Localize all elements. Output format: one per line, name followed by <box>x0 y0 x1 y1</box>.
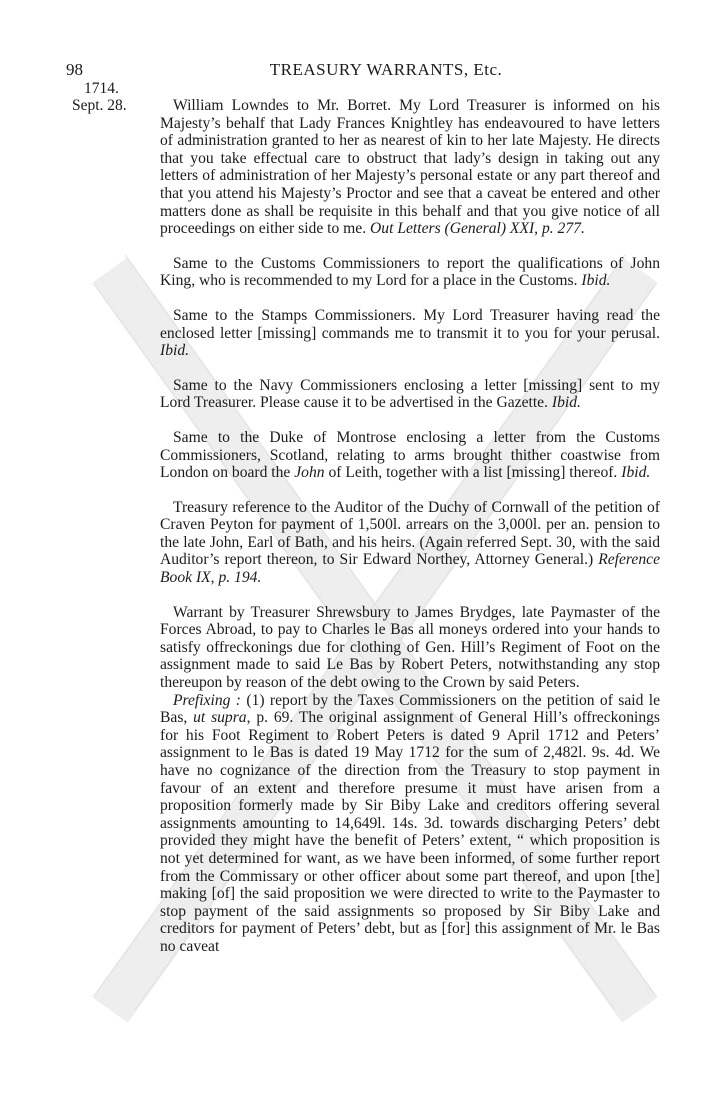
entry-prefixing-report <box>160 692 660 956</box>
margin-year: 1714. <box>84 80 119 97</box>
spacer <box>160 238 660 255</box>
entry-text: Treasury reference to the Auditor of the Duchy of Cornwall of the petition of Craven Peyton for payment of 1,500l. arrears on the 3,000l. per an. pension to the late John, Earl of Bath, and his heirs. (Again referred Sept. 30, with the said Auditor’s report thereon, to Sir Edward Northey, Attorney General.) <box>160 498 660 569</box>
spacer <box>160 412 660 429</box>
entry-text: Warrant by Treasurer Shrewsbury to James Brydges, late Paymaster of the Forces Abroad, to pay to Charles le Bas all moneys ordered into your hands to satisfy offreckonings due for clothing of Gen. Hill’s Regiment of Foot on the assignment made to said Le Bas by Robert Peters, notwithstanding any stop thereupon by reason of the debt owing to the Crown by said Peters. <box>160 603 660 692</box>
entry-navy-commissioners <box>160 377 660 412</box>
entry-customs-commissioners <box>160 255 660 290</box>
entry-text: Same to the Navy Commissioners enclosing a letter [missing] sent to my Lord Treasurer. Please cause it to be advertised in the Gazette. <box>160 376 660 412</box>
entry-text: Same to the Customs Commissioners to report the qualifications of John King, who is recommended to my Lord for a place in the Customs. <box>160 254 660 290</box>
entry-reference: Reference Book IX, p. 194. <box>160 551 660 587</box>
entry-stamps-commissioners <box>160 307 660 360</box>
ship-name: John <box>294 464 325 482</box>
entry-reference: Ibid. <box>621 464 651 482</box>
prefixing-label: Prefixing : <box>173 691 242 709</box>
entry-reference: Out Letters (General) XXI, p. 277. <box>370 220 585 238</box>
entry-text: Same to the Duke of Montrose enclosing a letter from the Customs Commissioners, Scotland, relating to arms brought thither coastwise from London on board the <box>160 428 660 482</box>
entry-text: Same to the Stamps Commissioners. My Lord Treasurer having read the enclosed letter [missing] commands me to transmit it to you for your perusal. <box>160 306 660 342</box>
entry-text-continued: of Leith, together with a list [missing] thereof. <box>328 464 618 482</box>
margin-date: Sept. 28. <box>72 97 127 114</box>
entry-treasury-reference-cornwall <box>160 499 660 587</box>
entry-text-continued: , p. 69. The original assignment of General Hill’s offreckonings for his Foot Regiment to Robert Peters is dated 9 April 1712 and Peters’ assignment to le Bas is dated 19 May 1712 for the sum of 2,482l. 9s. 4d. We have no cognizance of the direction from the Treasury to stop payment in favour of an extent and therefore presume it must have arisen from a proposition formerly made by Sir Biby Lake and creditors offering several assignments amounting to 14,649l. 14s. 3d. towards discharging Peters’ debt provided they might have the benefit of Peters’ extent, “ which proposition is not yet determined for want, as we have been informed, of some further report from the Commissary or other officer about some part thereof, and upon [the] making [of] the said proposition we were directed to write to the Paymaster to stop payment of the said assignments so proposed by Sir Biby Lake and creditors for payment of Peters’ debt, but as [for] this assignment of Mr. le Bas no caveat <box>160 709 660 955</box>
entry-duke-of-montrose <box>160 429 660 482</box>
entry-reference: Ibid. <box>551 394 581 412</box>
page-header <box>66 60 666 82</box>
spacer <box>160 360 660 377</box>
spacer <box>160 482 660 499</box>
running-title: TREASURY WARRANTS, Etc. <box>269 60 503 79</box>
entry-lowndes-to-borret <box>160 97 660 238</box>
entry-reference: Ibid. <box>160 342 190 360</box>
entry-warrant-shrewsbury <box>160 604 660 692</box>
entry-text: William Lowndes to Mr. Borret. My Lord Treasurer is informed on his Majesty’s behalf that Lady Frances Knightley has endeavoured to have letters of administration granted to her as nearest of kin to her late Majesty. He directs that you take effectual care to obstruct that lady’s design in taking out any letters of administration of her Majesty’s personal estate or any part thereof and that you attend his Majesty’s Proctor and see that a caveat be entered and other matters done as shall be requisite in this behalf and that you give notice of all proceedings on either side to me. <box>160 97 660 238</box>
ut-supra: ut supra <box>193 709 247 727</box>
page-number: 98 <box>66 60 83 79</box>
document-body <box>160 97 660 956</box>
entry-text: (1) report by the Taxes Commissioners on the petition of said le Bas, <box>160 691 660 727</box>
spacer <box>160 290 660 307</box>
entry-reference: Ibid. <box>581 272 611 290</box>
spacer <box>160 587 660 604</box>
